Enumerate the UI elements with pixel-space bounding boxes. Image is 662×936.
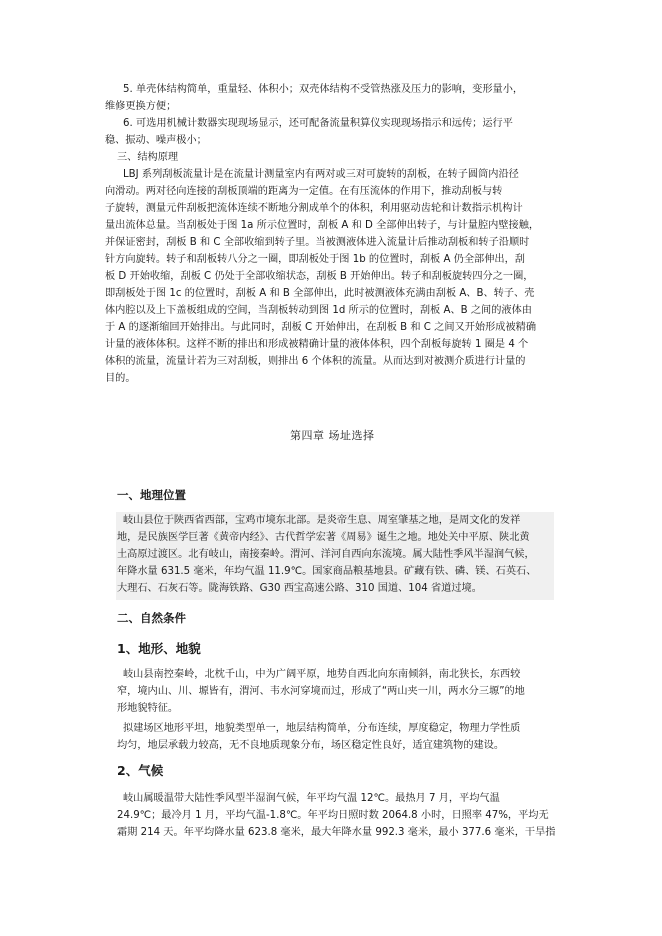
climate-line: 24.9℃；最冷月 1 月，平均气温-1.8℃。年平均日照时数 2064.8 小时，日照率 47%，平均无 (117, 810, 549, 821)
principle-line: 子旋转，测量元件刮板把流体连续不断地分割成单个的体积，利用驱动齿轮和计数指示机构计 (105, 203, 523, 214)
location-line: 土高原过渡区。北有岐山，南接秦岭。渭河、洋河自西向东流境。属大陆性季风半湿润气候， (117, 549, 535, 560)
principle-heading: 三、结构原理 (117, 152, 179, 163)
principle-line: 向滑动。两对径向连接的刮板顶端的距离为一定值。在有压流体的作用下，推动刮板与转 (105, 186, 503, 197)
terrain-line: 窄，境内山、川、塬皆有，渭河、韦水河穿境而过，形成了“两山夹一川，两水分三塬”的地 (117, 686, 525, 697)
terrain-line: 拟建场区地形平坦，地貌类型单一，地层结构简单，分布连续，厚度稳定，物理力学性质 (123, 723, 521, 734)
terrain-heading: 1、地形、地貌 (117, 641, 201, 656)
nature-heading: 二、自然条件 (117, 611, 186, 625)
principle-line: 针方向旋转。转子和刮板转八分之一圈，即刮板处于图 1b 的位置时，刮板 A 仍全部伸出，刮 (105, 254, 525, 265)
location-line: 岐山县位于陕西省西部，宝鸡市境东北部。是炎帝生息、周室肇基之地，是周文化的发祥 (123, 515, 521, 526)
chapter-title: 第四章 场址选择 (290, 429, 375, 442)
location-heading: 一、地理位置 (117, 488, 186, 502)
principle-line: 体内腔以及上下盖板组成的空间，当刮板转动到图 1d 所示的位置时，刮板 A、B 之间的液体由 (105, 305, 532, 316)
principle-line: 计量的液体体积。这样不断的排出和形成被精确计量的液体体积，四个刮板每旋转 1 圈是 4 个 (105, 339, 529, 350)
principle-line: 量出流体总量。当刮板处于图 1a 所示位置时，刮板 A 和 D 全部伸出转子，与计量腔内壁接触， (105, 220, 540, 231)
principle-line: LBJ 系列刮板流量计是在流量计测量室内有两对或三对可旋转的刮板，在转子圆筒内沿径 (123, 169, 519, 180)
principle-line: 体积的流量，流量计若为三对刮板，则排出 6 个体积的流量。从而达到对被测介质进行计量的 (105, 356, 526, 367)
principle-line: 即刮板处于图 1c 的位置时，刮板 A 和 B 全部伸出，此时被测液体充满由刮板 A、B、转子、壳 (105, 288, 535, 299)
terrain-line: 均匀，地层承载力较高，无不良地质现象分布，场区稳定性良好，适宜建筑物的建设。 (117, 740, 505, 751)
climate-heading: 2、气候 (117, 763, 164, 778)
principle-line: 于 A 的逐渐缩回开始排出。与此同时，刮板 C 开始伸出，在刮板 B 和 C 之间又开始形成被精确 (105, 322, 537, 333)
item-5-line-2: 维修更换方便； (105, 101, 177, 112)
item-5-line-1: 5. 单壳体结构简单，重量轻、体积小；双壳体结构不受管热涨及压力的影响，变形量小， (123, 84, 524, 95)
location-line: 大理石、石灰石等。陇海铁路、G30 西宝高速公路、310 国道、104 省道过境。 (117, 583, 482, 594)
item-6-line-1: 6. 可选用机械计数器实现现场显示，还可配备流量积算仪实现现场指示和远传；运行平 (123, 118, 513, 129)
location-line: 地，是民族医学巨著《黄帝内经》、古代哲学宏著《周易》诞生之地。地处关中平原、陕北黄 (117, 532, 530, 543)
location-line: 年降水量 631.5 毫米，年均气温 11.9℃。国家商品粮基地县。矿藏有铁、磷、镁、石英石、 (117, 566, 537, 577)
principle-line: 目的。 (105, 373, 136, 384)
terrain-line: 形地貌特征。 (117, 703, 179, 714)
climate-line: 岐山属暖温带大陆性季风型半湿润气候，年平均气温 12℃。最热月 7 月，平均气温 (123, 793, 500, 804)
terrain-line: 岐山县南控秦岭，北枕千山，中为广阔平原，地势自西北向东南倾斜，南北狭长，东西较 (123, 669, 521, 680)
principle-line: 板 D 开始收缩，刮板 C 仍处于全部收缩状态，刮板 B 开始伸出。转子和刮板旋转四分之一圈， (105, 271, 534, 282)
item-6-line-2: 稳、振动、噪声极小； (105, 135, 207, 146)
principle-line: 并保证密封，刮板 B 和 C 全部收缩到转子里。当被测液体进入流量计后推动刮板和转子沿顺时 (105, 237, 530, 248)
climate-line: 霜期 214 天。年平均降水量 623.8 毫米，最大年降水量 992.3 毫米，最小 377.6 毫米，干旱指 (117, 827, 556, 838)
